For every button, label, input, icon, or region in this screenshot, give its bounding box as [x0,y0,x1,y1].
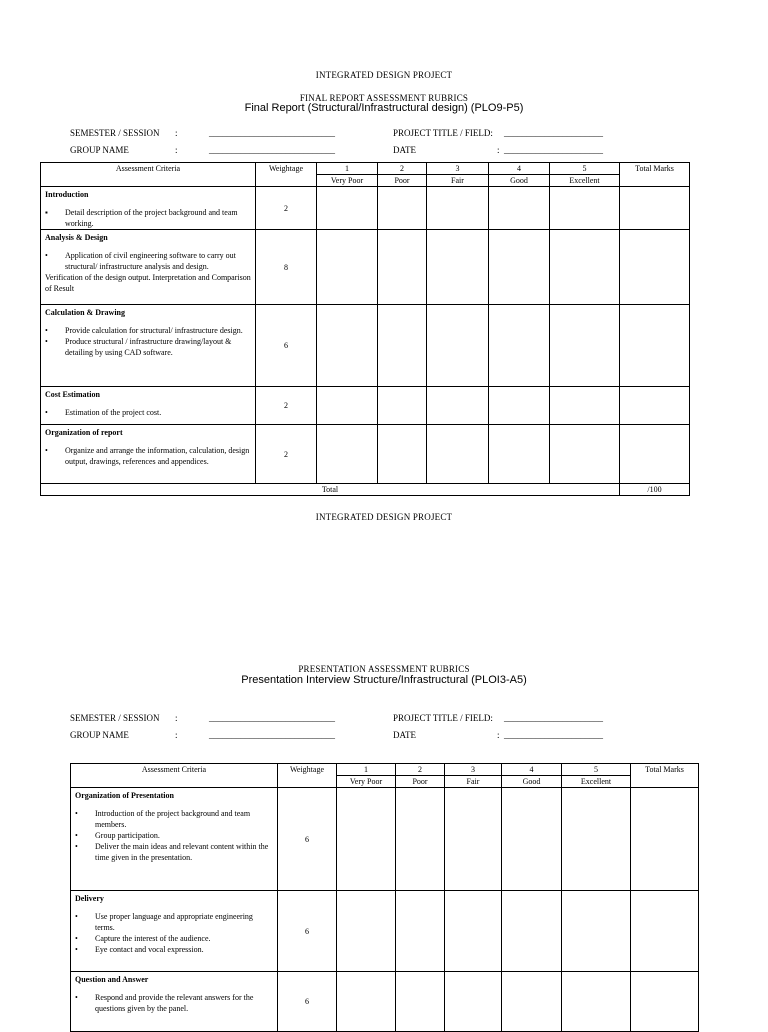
score-cell-3[interactable] [445,788,502,891]
total-marks-cell[interactable] [631,788,699,891]
scale-2-number: 2 [378,163,427,175]
scale-3-number: 3 [427,163,489,175]
scale-2-label: Poor [396,776,445,788]
score-cell-5[interactable] [550,425,620,484]
bullet-icon: • [75,934,78,943]
weightage-cell: 2 [256,187,317,230]
category-question-answer: Question and Answer [75,975,149,984]
table-row [71,891,699,972]
score-cell-5[interactable] [550,305,620,387]
presentation-heading: PRESENTATION ASSESSMENT RUBRICS [298,664,470,674]
score-cell-2[interactable] [378,187,427,230]
score-cell-2[interactable] [396,891,445,972]
semester-label: SEMESTER / SESSION [70,128,160,138]
score-cell-4[interactable] [502,788,562,891]
bullet-icon: • [45,251,48,260]
table-row [41,425,690,484]
table-row [41,230,690,305]
semester-field-2[interactable]: ____________________________ [209,713,335,723]
total-marks-cell[interactable] [620,305,690,387]
score-cell-2[interactable] [378,305,427,387]
score-cell-2[interactable] [396,788,445,891]
criteria-item: • Deliver the main ideas and relevant content within the time given in the presentation. [75,842,269,862]
score-cell-3[interactable] [427,387,489,425]
bullet-icon: • [45,337,48,346]
score-cell-4[interactable] [489,387,550,425]
criteria-item: • Provide calculation for structural/ infrastructure design. [45,326,243,335]
rubric-heading: FINAL REPORT ASSESSMENT RUBRICS [299,93,469,103]
scale-5-number: 5 [550,163,620,175]
weightage-header: Weightage [278,764,337,788]
score-cell-3[interactable] [427,187,489,230]
group-name-label: GROUP NAME [70,145,129,155]
score-cell-1[interactable] [317,305,378,387]
score-cell-4[interactable] [502,972,562,1032]
doc-title: INTEGRATED DESIGN PROJECT [315,70,453,80]
scale-3-label: Fair [427,175,489,187]
score-cell-5[interactable] [550,187,620,230]
date-colon-2: : [497,730,500,740]
score-cell-1[interactable] [317,425,378,484]
weightage-cell: 2 [256,387,317,425]
score-cell-3[interactable] [445,972,502,1032]
criteria-item: • Respond and provide the relevant answers for the questions given by the panel. [75,993,254,1013]
category-cost-estimation: Cost Estimation [45,390,100,399]
criteria-cell [41,230,256,305]
criteria-item: ▪ Detail description of the project background and team working. [45,208,238,228]
date-label-2: DATE [393,730,416,740]
score-cell-4[interactable] [489,425,550,484]
date-label: DATE [393,145,416,155]
bullet-icon: ▪ [45,208,48,217]
criteria-item: • Introduction of the project background and team members. [75,809,251,829]
criteria-item: • Organize and arrange the information, calculation, design output, drawings, references and appendices. [45,446,250,466]
scale-4-number: 4 [489,163,550,175]
score-cell-1[interactable] [337,972,396,1032]
scale-1-label: Very Poor [337,776,396,788]
bullet-icon: • [75,945,78,954]
scale-1-label: Very Poor [317,175,378,187]
total-marks-cell[interactable] [620,387,690,425]
score-cell-5[interactable] [562,788,631,891]
group-name-colon: : [175,145,178,155]
criteria-item: • Application of civil engineering software to carry out structural/ infrastructure analysis and design. [45,251,236,271]
table-row [71,788,699,891]
scale-2-label: Poor [378,175,427,187]
score-cell-4[interactable] [489,187,550,230]
scale-4-number: 4 [502,764,562,776]
scale-3-number: 3 [445,764,502,776]
criteria-item: • Estimation of the project cost. [45,408,162,417]
project-title-label: PROJECT TITLE / FIELD: [393,128,493,138]
total-marks-cell[interactable] [620,187,690,230]
score-cell-2[interactable] [378,230,427,305]
score-cell-4[interactable] [502,891,562,972]
category-analysis-design: Analysis & Design [45,233,108,242]
weightage-cell: 8 [256,230,317,305]
scale-4-label: Good [502,776,562,788]
weightage-cell: 6 [278,972,337,1032]
bullet-icon: • [75,831,78,840]
criteria-cell [41,425,256,484]
project-title-field-2[interactable]: ______________________ [504,713,603,723]
group-name-label-2: GROUP NAME [70,730,129,740]
scale-1-number: 1 [317,163,378,175]
scale-5-number: 5 [562,764,631,776]
semester-colon-2: : [175,713,178,723]
project-title-label-2: PROJECT TITLE / FIELD: [393,713,493,723]
score-cell-4[interactable] [489,305,550,387]
bullet-icon: • [45,446,48,455]
score-cell-5[interactable] [550,230,620,305]
bullet-icon: • [75,842,78,851]
bullet-icon: • [45,326,48,335]
score-cell-3[interactable] [445,891,502,972]
date-colon: : [497,145,500,155]
criteria-item: • Group participation. [75,831,160,840]
table-row [41,305,690,387]
table-row [71,972,699,1032]
criteria-cell [41,187,256,230]
group-name-field-2[interactable]: ____________________________ [209,730,335,740]
group-name-colon-2: : [175,730,178,740]
criteria-cell [41,305,256,387]
date-field[interactable]: ______________________ [504,145,603,155]
score-cell-2[interactable] [396,972,445,1032]
table-row [41,187,690,230]
total-label: Total [41,484,620,496]
criteria-cell [71,891,278,972]
score-cell-3[interactable] [427,230,489,305]
total-marks-cell[interactable] [631,972,699,1032]
score-cell-2[interactable] [378,425,427,484]
scale-5-label: Excellent [550,175,620,187]
score-cell-5[interactable] [562,972,631,1032]
project-title-field[interactable]: ______________________ [504,128,603,138]
total-marks-cell[interactable] [620,425,690,484]
score-cell-4[interactable] [489,230,550,305]
criteria-header: Assessment Criteria [41,163,256,187]
final-report-rubric-table [40,162,690,496]
score-cell-3[interactable] [427,305,489,387]
category-delivery: Delivery [75,894,104,903]
bullet-icon: • [75,809,78,818]
score-cell-1[interactable] [317,187,378,230]
criteria-cell [71,972,278,1032]
criteria-cell [41,387,256,425]
presentation-rubric-table [70,763,699,1032]
bullet-icon: • [45,408,48,417]
doc-title-2: INTEGRATED DESIGN PROJECT [315,512,453,522]
scale-3-label: Fair [445,776,502,788]
presentation-subtitle: Presentation Interview Structure/Infrastructural (PLOI3-A5) [241,674,527,686]
criteria-item: • Eye contact and vocal expression. [75,945,204,954]
category-calculation-drawing: Calculation & Drawing [45,308,125,317]
date-field-2[interactable]: ______________________ [504,730,603,740]
rubric-subtitle: Final Report (Structural/Infrastructural design) (PLO9-P5) [244,102,524,114]
criteria-item: • Use proper language and appropriate engineering terms. [75,912,253,932]
total-row [41,484,690,496]
semester-colon: : [175,128,178,138]
total-marks-header: Total Marks [620,163,690,187]
score-cell-5[interactable] [562,891,631,972]
score-cell-1[interactable] [337,788,396,891]
bullet-icon: • [75,993,78,1002]
score-cell-1[interactable] [317,230,378,305]
score-cell-3[interactable] [427,425,489,484]
semester-label-2: SEMESTER / SESSION [70,713,160,723]
table-header-row [71,764,699,776]
scale-4-label: Good [489,175,550,187]
scale-5-label: Excellent [562,776,631,788]
weightage-cell: 6 [278,891,337,972]
total-value[interactable]: /100 [620,484,690,496]
total-marks-cell[interactable] [631,891,699,972]
criteria-cell [71,788,278,891]
criteria-header: Assessment Criteria [71,764,278,788]
category-introduction: Introduction [45,190,89,199]
criteria-item: • Produce structural / infrastructure drawing/layout & detailing by using CAD software. [45,337,232,357]
score-cell-5[interactable] [550,387,620,425]
weightage-cell: 2 [256,425,317,484]
bullet-icon: • [75,912,78,921]
category-organization-presentation: Organization of Presentation [75,791,174,800]
table-row [41,387,690,425]
weightage-cell: 6 [256,305,317,387]
group-name-field[interactable]: ____________________________ [209,145,335,155]
score-cell-1[interactable] [317,387,378,425]
weightage-cell: 6 [278,788,337,891]
score-cell-2[interactable] [378,387,427,425]
score-cell-1[interactable] [337,891,396,972]
criteria-note: Verification of the design output. Interpretation and Comparison of Result [45,273,251,293]
total-marks-cell[interactable] [620,230,690,305]
table-header-row [41,163,690,175]
scale-1-number: 1 [337,764,396,776]
total-marks-header: Total Marks [631,764,699,788]
scale-2-number: 2 [396,764,445,776]
weightage-header: Weightage [256,163,317,187]
criteria-item: • Capture the interest of the audience. [75,934,211,943]
semester-field[interactable]: ____________________________ [209,128,335,138]
category-organization-report: Organization of report [45,428,123,437]
